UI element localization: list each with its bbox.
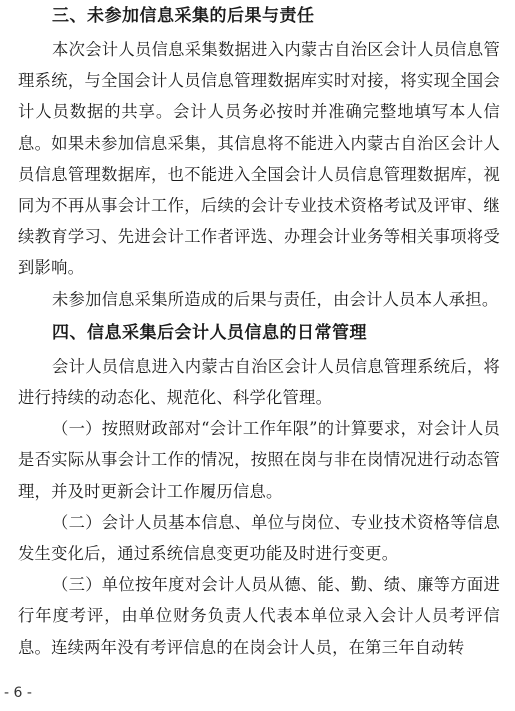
paragraph: （二）会计人员基本信息、单位与岗位、专业技术资格等信息发生变化后，通过系统信息变更功能及时进行变更。 — [18, 512, 500, 564]
paragraph: （三）单位按年度对会计人员从德、能、勤、绩、廉等方面进行年度考评，由单位财务负责人代表本单位录入会计人员考评信息。连续两年没有考评信息的在岗会计人员，在第三年自动转 — [18, 575, 500, 657]
section-heading-consequences: 三、未参加信息采集的后果与责任 — [52, 6, 315, 26]
paragraph: （一）按照财政部对“会计工作年限”的计算要求，对会计人员是否实际从事会计工作的情况，按照在岗与非在岗情况进行动态管理，并及时更新会计工作履历信息。 — [18, 419, 500, 501]
paragraph: 本次会计人员信息采集数据进入内蒙古自治区会计人员信息管理系统，与全国会计人员信息管理数据库实时对接，将实现全国会计人员数据的共享。会计人员务必按时并准确完整地填写本人信息。如果未参加信息采集，其信息将不能进入内蒙古自治区会计人员信息管理数据库，也不能进入全国会计人员信息管理数据库，视同为不再从事会计工作，后续的会计专业技术资格考试及评审、继续教育学习、先进会计工作者评选、办理会计业务等相关事项将受到影响。 — [18, 40, 500, 278]
paragraph: 会计人员信息进入内蒙古自治区会计人员信息管理系统后，将进行持续的动态化、规范化、科学化管理。 — [18, 356, 500, 408]
page-number: - 6 - — [4, 685, 32, 701]
paragraph: 未参加信息采集所造成的后果与责任，由会计人员本人承担。 — [52, 289, 499, 309]
section-heading-daily-management: 四、信息采集后会计人员信息的日常管理 — [52, 322, 367, 343]
document-page — [18, 4, 500, 663]
